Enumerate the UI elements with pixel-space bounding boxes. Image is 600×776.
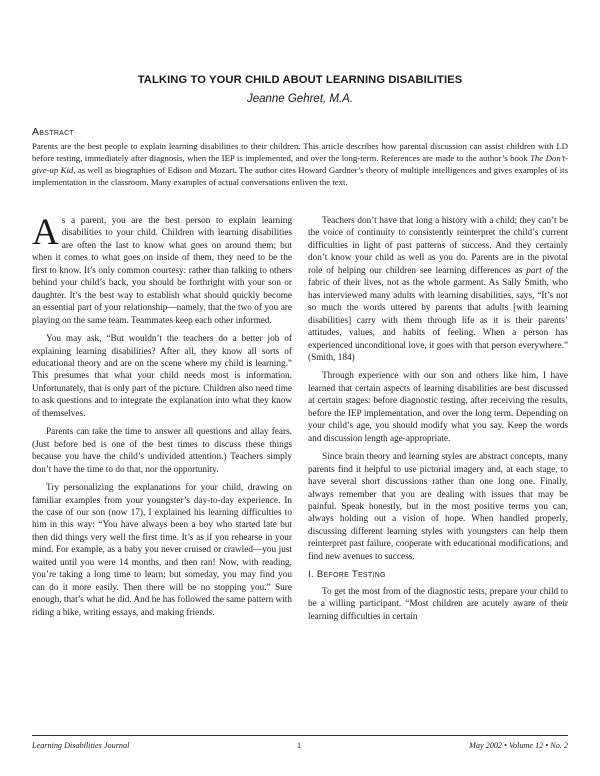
left-paragraph-3: Parents can take the time to answer all questions and allay fears. (Just before bed is one of the best times to discuss these things because you have the child’s undivided attention.) Teachers simply don’t have the time to do that, nor the opportunity. [32, 427, 292, 475]
footer-divider [32, 735, 568, 736]
left-paragraph-4: Try personalizing the explanations for your child, drawing on familiar examples from your youngster’s day-to-day experience. In the case of our son (now 17), I explained his learning difficulties to him in this way: “You have always been a boy who started late but then did things very well the first time. It’s as if you rehearse in your mind. For example, as a baby you never cruised or crawled—you just waited until you were 14 months, and then ran! Now, with reading, you’re taking a long time to learn; but someday, you may find you can do it more easily. Then there will be no stopping you.” Sure enough, that’s what he did. And he has followed the same pattern with riding a bike, writing essays, and making friends. [32, 483, 292, 618]
left-paragraph-2: You may ask, “But wouldn’t the teachers do a better job of explaining learning disabilities? After all, they know all sorts of educational theory and are on the scene where my child is learning.” This presumes that what your child needs most is information. Unfortunately, that is only part of the picture. Children also need time to ask questions and to integrate the explanation into what they know of themselves. [32, 334, 292, 419]
abstract-paragraph [32, 140, 568, 188]
drop-cap: A [32, 212, 59, 253]
right-paragraph-4: To get the most from of the diagnostic tests, prepare your child to be a willing participant. “Most children are acutely aware of their learning difficulties in certain [308, 586, 568, 622]
right-column [308, 215, 568, 629]
section-heading-before-testing: I. Before Testing [308, 569, 386, 581]
article-author: Jeanne Gehret, M.A. [246, 93, 354, 105]
left-column [32, 212, 292, 625]
article-title: TALKING TO YOUR CHILD ABOUT LEARNING DISABILITIES [137, 74, 463, 86]
abstract-text-1: Parents are the best people to explain learning disabilities to their children. This article describes how parental discussion can assist children with LD before testing, immediately after diagnosis, when the IEP is implemented, and over the long-term. References are made to the author’s book [32, 141, 568, 164]
footer-page-number: 1 [297, 741, 302, 750]
left-paragraph-1 [32, 212, 292, 327]
right-paragraph-1-rest: the fabric of their lives, not as the whole garment. As Sally Smith, who has interviewed many adults with learning disabilities, says, “It’s not so much the words uttered by parents that adults [with learning disabilities] carry with them through life as it is their parents’ attitudes, values, and habits of feeling. When a person has experienced unconditional love, it goes with that person everywhere.” (Smith, 184) [308, 265, 568, 363]
left-paragraph-1-text: s a parent, you are the best person to explain learning disabilities to your child. Children with learning disabilities are often the last to know what goes on around them; but when it comes to what goes on inside of them, they need to be the first to know. It’s only common courtesy: rather than talking to others behind your child’s back, you should be forthright with your son or daughter. It’s the best way to establish what should quickly become an essential part of your relationship—namely, that the two of you are playing on the same team. Teammates keep each other informed. [32, 216, 292, 326]
footer-journal-name: Learning Disabilities Journal [32, 741, 130, 750]
abstract-heading: Abstract [32, 126, 75, 138]
abstract-book-title: The Don’t-give-up Kid, [32, 153, 568, 176]
right-paragraph-2: Through experience with our son and others like him, I have learned that certain aspects of learning disabilities are best discussed at certain stages: before diagnostic testing, after receiving the results, before the IEP implementation, and over the long term. Depending on your child’s age, you should modify what you say. Keep the words and discussion length age-appropriate. [308, 371, 568, 444]
right-paragraph-3: Since brain theory and learning styles are abstract concepts, many parents find it helpful to use pictorial imagery and, at each stage, to have several short discussions rather than one long one. Finally, always remember that you are dealing with issues that may be painful. Speak honestly, but in the most positive terms you can, always holding out a vision of hope. When handled properly, discussing different learning styles with youngsters can help them reinterpret past failure, cooperate with educational modifications, and find new avenues to success. [308, 452, 568, 562]
right-paragraph-1-emphasis: part of [526, 265, 553, 276]
right-paragraph-1-text: Teachers don’t have that long a history with a child; they can’t be the voice of continuity to consistently reinterpret the child’s current difficulties in light of past patterns of success. And they certainly don’t know your child as well as you do. Parents are in the pivotal role of helping our children see learning differences as [308, 216, 568, 276]
right-paragraph-1 [308, 215, 568, 364]
abstract-text-2: as well as biographies of Edison and Mozart. The author cites Howard Gardner’s theory of multiple intelligences and gives examples of its implementation in the classroom. Many examples of actual conversations enliven the text. [32, 165, 568, 188]
abstract-body [32, 140, 568, 188]
footer-issue-info: May 2002 • Volume 12 • No. 2 [469, 741, 568, 750]
